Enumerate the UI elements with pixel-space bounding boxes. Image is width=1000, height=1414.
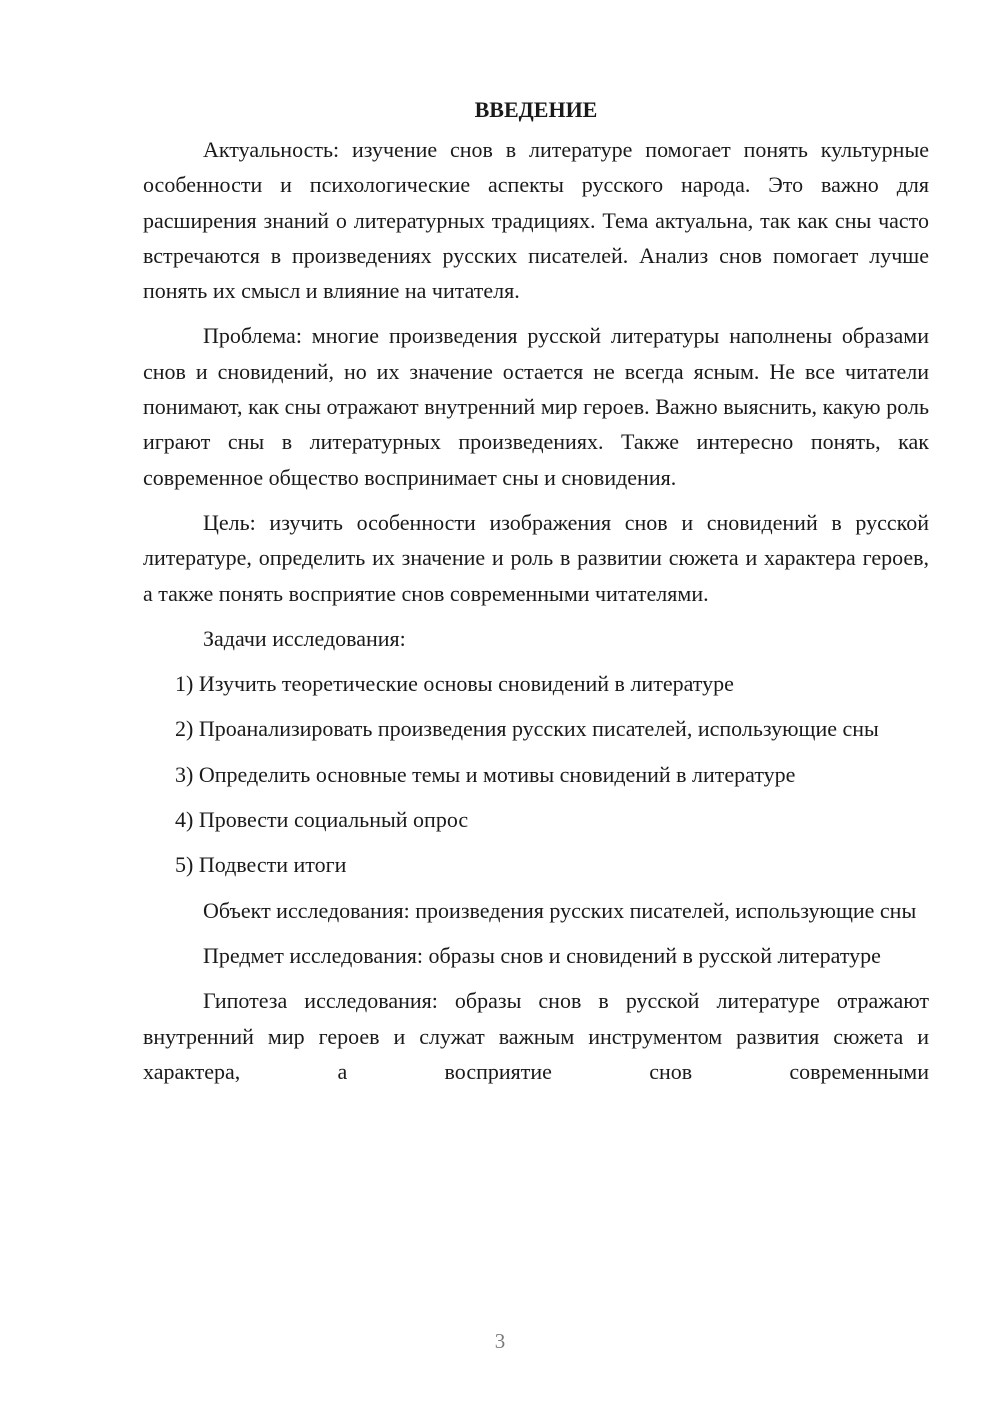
list-item: 4) Провести социальный опрос <box>175 807 469 833</box>
paragraph-subject: Предмет исследования: образы снов и сновидений в русской литературе <box>203 942 881 968</box>
list-item: 2) Проанализировать произведения русских писателей, использующие сны <box>175 716 879 742</box>
list-item: 3) Определить основные темы и мотивы сновидений в литературе <box>175 761 796 787</box>
paragraph-object: Объект исследования: произведения русских писателей, использующие сны <box>203 897 917 923</box>
paragraph-goal: Цель: изучить особенности изображения снов и сновидений в русской литературе, определить их значение и роль в развитии сюжета и характера героев, а также понять восприятие снов современными читателями. <box>143 509 929 606</box>
section-heading: ВВЕДЕНИЕ <box>474 97 598 122</box>
paragraph-hypothesis: Гипотеза исследования: образы снов в русской литературе отражают внутренний мир героев и служат важным инструментом развития сюжета и характера, а восприятие снов современными <box>143 988 929 1084</box>
list-item: 1) Изучить теоретические основы сновидений в литературе <box>175 671 734 697</box>
document-page <box>143 92 929 1099</box>
page-number: 3 <box>494 1329 506 1353</box>
tasks-title: Задачи исследования: <box>203 625 406 651</box>
paragraph-relevance: Актуальность: изучение снов в литературе помогает понять культурные особенности и психологические аспекты русского народа. Это важно для расширения знаний о литературных традициях. Тема актуальна, так как сны часто встречаются в произведениях русских писателей. Анализ снов помогает лучше понять их смысл и влияние на читателя. <box>143 137 929 304</box>
paragraph-problem: Проблема: многие произведения русской литературы наполнены образами снов и сновидений, но их значение остается не всегда ясным. Не все читатели понимают, как сны отражают внутренний мир героев. Важно выяснить, какую роль играют сны в литературных произведениях. Также интересно понять, как современное общество воспринимает сны и сновидения. <box>143 323 929 490</box>
tasks-list <box>143 666 929 882</box>
list-item: 5) Подвести итоги <box>175 852 347 878</box>
